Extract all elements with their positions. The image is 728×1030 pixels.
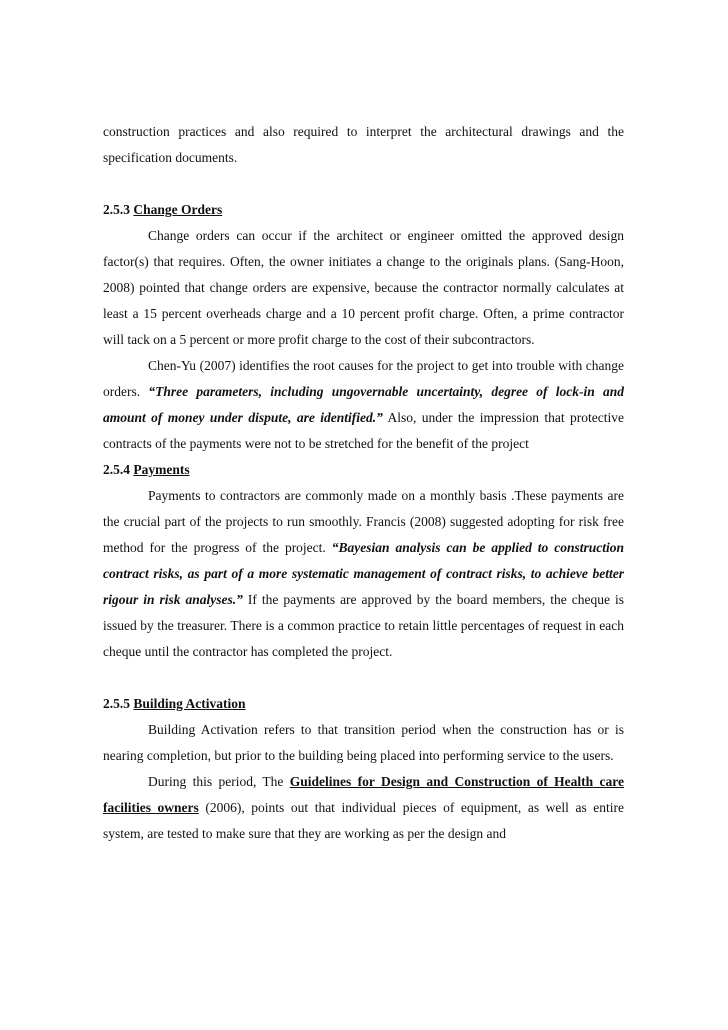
paragraph <box>103 483 624 665</box>
section-heading-2-5-5 <box>103 691 624 717</box>
document-page <box>103 119 624 847</box>
quote: “Three parameters, including ungovernable uncertainty, degree of lock-in and amount of money under dispute, are identified.” <box>103 384 625 425</box>
section-title: Payments <box>133 462 190 477</box>
section-number: 2.5.4 <box>103 462 130 477</box>
paragraph <box>103 353 624 457</box>
text-run: Chen-Yu (2007) identifies the root causes for the project to get into trouble with change orders. <box>103 358 624 399</box>
quote: “Bayesian analysis can be applied to construction contract risks, as part of a more systematic management of contract risks, to achieve better rigour in risk analyses.” <box>103 540 625 607</box>
reference-title: Guidelines for Design and Construction of Health care facilities owners <box>103 774 625 815</box>
paragraph: Change orders can occur if the architect or engineer omitted the approved design factor(s) that requires. Often, the owner initiates a change to the originals plans. (Sang-Hoon, 2008) pointed that change orders are expensive, because the contractor normally calculates at least a 15 percent overheads charge and a 10 percent profit charge. Often, a prime contractor will tack on a 5 percent or more profit charge to the cost of their subcontractors. <box>103 228 624 347</box>
spacer <box>103 171 624 197</box>
paragraph: Building Activation refers to that transition period when the construction has or is nearing completion, but prior to the building being placed into performing service to the users. <box>103 722 624 763</box>
text-run: Payments to contractors are commonly made on a monthly basis .These payments are the crucial part of the projects to run smoothly. Francis (2008) suggested adopting for risk free method for the progress of the project. <box>103 488 624 555</box>
section-number: 2.5.3 <box>103 202 130 217</box>
section-title: Building Activation <box>133 696 246 711</box>
text-run: During this period, The <box>148 774 284 789</box>
text-run: Also, under the impression that protective contracts of the payments were not to be stretched for the benefit of the project <box>103 410 625 451</box>
section-title: Change Orders <box>133 202 223 217</box>
text-run: (2006), points out that individual pieces of equipment, as well as entire system, are tested to make sure that they are working as per the design and <box>103 800 625 841</box>
section-heading-2-5-4 <box>103 457 624 483</box>
text-run: If the payments are approved by the board members, the cheque is issued by the treasurer. There is a common practice to retain little percentages of request in each cheque until the contractor has completed the project. <box>103 592 624 659</box>
section-number: 2.5.5 <box>103 696 130 711</box>
section-heading-2-5-3 <box>103 197 624 223</box>
spacer <box>103 665 624 691</box>
intro-paragraph: construction practices and also required to interpret the architectural drawings and the specification documents. <box>103 124 624 165</box>
paragraph <box>103 769 624 847</box>
